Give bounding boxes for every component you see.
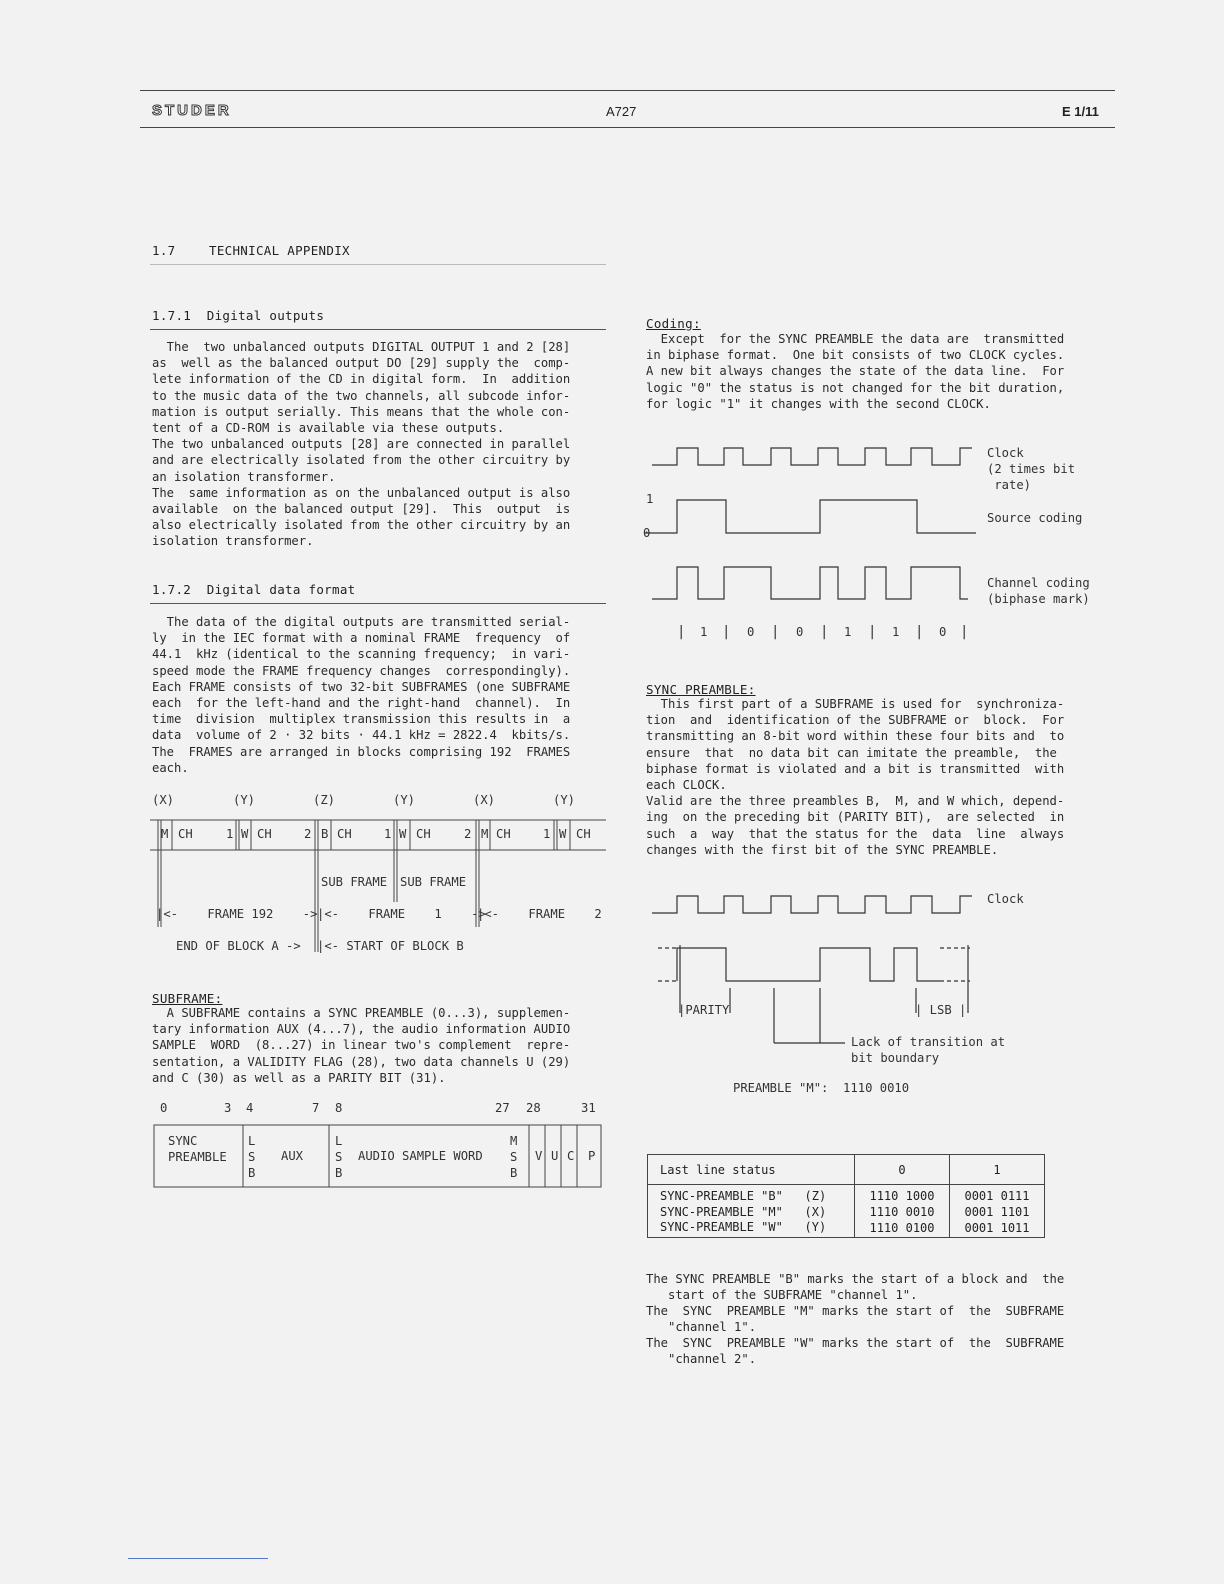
bit-number: 4	[246, 1101, 254, 1115]
bit-number: 3	[224, 1101, 232, 1115]
bit-number: 28	[526, 1101, 541, 1115]
cell-preamble: M	[161, 827, 169, 841]
page-number: E 1/11	[1062, 104, 1099, 119]
sync-preamble-text: This first part of a SUBFRAME is used for synchroniza- tion and identification of the SUBFRAME or block. For transmitting an 8-bit word within these four bits and to ensure that no data bit can imitate the preamble, the biphase format is violated and a bit is transmitted with each CLOCK. Valid are the three preambles B, M, and W which, depend- ing on the preceding bit (PARITY BIT), are selected in such a way that the status for the data line always changes with the first bit of the SYNC PREAMBLE.	[646, 697, 1065, 857]
source-coding-label: Source coding	[987, 511, 1083, 525]
frame-2-label: |<- FRAME 2	[477, 907, 602, 921]
preamble-label: (Y)	[553, 793, 576, 807]
level-0-label: 0	[643, 526, 651, 540]
parity-cell: P	[588, 1149, 596, 1163]
table-cell: 0001 1011	[950, 1220, 1045, 1238]
clock-label: Clock (2 times bit rate)	[987, 446, 1076, 492]
end-of-block-label: END OF BLOCK A ->	[176, 939, 301, 953]
footer-rule	[128, 1558, 268, 1559]
digital-outputs-text: The two unbalanced outputs DIGITAL OUTPUT 1 and 2 [28] as well as the balanced output DO [29] supply the comp- lete information of the CD in digital form. In addition to the music data of the two channels, all subcode infor- mation is output serially. This means that the whole con- tent of a CD-ROM is available via these outputs. The two unbalanced outputs [28] are connected in parallel and are electrically isolated from the other circuitry by an isolation transformer. The same information as on the unbalanced output is also available on the balanced output [29]. This output is also electrically isolated from the other circuitry by an isolation transformer.	[152, 340, 571, 549]
frame-1-label: |<- FRAME 1 ->	[317, 907, 486, 921]
bit-number: 8	[335, 1101, 343, 1115]
cell-preamble: M	[481, 827, 489, 841]
lack-of-transition-label: Lack of transition at bit boundary	[851, 1035, 1006, 1065]
note-preamble-m: The SYNC PREAMBLE "M" marks the start of the SUBFRAME "channel 1".	[646, 1304, 1065, 1335]
cell-number: 1	[543, 827, 551, 841]
header-rule-top	[140, 90, 1115, 91]
table-cell: 1110 0010	[855, 1204, 950, 1220]
header-rule-bottom	[140, 127, 1115, 128]
section-number: 1.7	[152, 243, 176, 258]
cell-preamble: W	[399, 827, 407, 841]
sub-frame-label: SUB FRAME	[321, 875, 388, 889]
table-cell: 1110 0100	[855, 1220, 950, 1238]
coding-text: Except for the SYNC PREAMBLE the data are transmitted in biphase format. One bit consists of two CLOCK cycles. A new bit always changes the state of the data line. For logic "0" the status is not changed for the bit duration, for logic "1" it changes with the second CLOCK.	[646, 332, 1065, 411]
sub-frame-label: SUB FRAME	[400, 875, 467, 889]
table-cell: SYNC-PREAMBLE "W" (Y)	[648, 1220, 855, 1238]
cell-number: 2	[464, 827, 472, 841]
cell-channel: CH	[576, 827, 591, 841]
model-number: A727	[606, 104, 637, 119]
heading-rule-171	[150, 329, 606, 330]
parity-label: |PARITY	[678, 1003, 730, 1017]
cell-channel: CH	[416, 827, 431, 841]
table-header: 1	[950, 1155, 1045, 1185]
audio-sample-word-cell: AUDIO SAMPLE WORD	[358, 1149, 483, 1163]
bit-number: 0	[160, 1101, 168, 1115]
bit-value: 0	[939, 625, 947, 639]
user-cell: U	[551, 1149, 559, 1163]
frame-192-label: |<- FRAME 192 ->	[156, 907, 318, 921]
preamble-status-table	[647, 1154, 1045, 1238]
aux-lsb-cell: L S B	[248, 1134, 256, 1180]
table-row	[648, 1220, 1045, 1238]
table-row	[648, 1204, 1045, 1220]
table-cell: 0001 0111	[950, 1188, 1045, 1204]
heading-digital-data-format: 1.7.2 Digital data format	[152, 582, 356, 597]
table-cell: SYNC-PREAMBLE "M" (X)	[648, 1204, 855, 1220]
note-preamble-b: The SYNC PREAMBLE "B" marks the start of a block and the start of the SUBFRAME "channel 1".	[646, 1272, 1065, 1303]
channel-status-cell: C	[567, 1149, 575, 1163]
preamble-m-value: PREAMBLE "M": 1110 0010	[733, 1081, 910, 1095]
cell-channel: CH	[178, 827, 193, 841]
aux-cell: AUX	[281, 1149, 304, 1163]
msb-cell: M S B	[510, 1134, 518, 1180]
bit-divider: |	[677, 624, 686, 640]
validity-cell: V	[535, 1149, 543, 1163]
digital-data-format-text: The data of the digital outputs are transmitted serial- ly in the IEC format with a nominal FRAME frequency of 44.1 kHz (identical to the scanning frequency; in vari- speed mode the FRAME frequency changes correspondingly). Each FRAME consists of two 32-bit SUBFRAMES (one SUBFRAME each for the left-hand and the right-hand channel). In time division multiplex transmission this results in a data volume of 2 · 32 bits · 44.1 kHz = 2822.4 kbits/s. The FRAMES are arranged in blocks comprising 192 FRAMES each.	[152, 615, 571, 775]
preamble-clock-label: Clock	[987, 892, 1024, 906]
table-cell: 1110 1000	[855, 1188, 950, 1204]
cell-channel: CH	[496, 827, 511, 841]
bit-divider: |	[771, 624, 780, 640]
cell-number: 2	[304, 827, 312, 841]
channel-coding-label: Channel coding (biphase mark)	[987, 576, 1090, 606]
preamble-diagram	[640, 888, 1000, 1058]
bit-number: 27	[495, 1101, 510, 1115]
heading-rule-172	[150, 603, 606, 604]
bit-divider: |	[960, 624, 969, 640]
note-preamble-w: The SYNC PREAMBLE "W" marks the start of the SUBFRAME "channel 2".	[646, 1336, 1065, 1367]
audio-lsb-cell: L S B	[335, 1134, 343, 1180]
lsb-label: | LSB |	[915, 1003, 967, 1017]
section-title: TECHNICAL APPENDIX	[209, 243, 350, 258]
subframe-text: A SUBFRAME contains a SYNC PREAMBLE (0...3), supplemen- tary information AUX (4...7), the audio information AUDIO SAMPLE WORD (8...27) in linear two's complement repre- sentation, a VALIDITY FLAG (28), two data channels U (29) and C (30) as well as a PARITY BIT (31).	[152, 1006, 571, 1085]
section-rule	[150, 264, 606, 265]
sync-preamble-cell: SYNC PREAMBLE	[168, 1134, 227, 1164]
cell-preamble: W	[559, 827, 567, 841]
preamble-label: (X)	[473, 793, 496, 807]
bit-number: 31	[581, 1101, 596, 1115]
heading-digital-outputs: 1.7.1 Digital outputs	[152, 308, 325, 323]
level-1-label: 1	[646, 492, 654, 506]
table-header: 0	[855, 1155, 950, 1185]
cell-channel: CH	[337, 827, 352, 841]
table-cell: 0001 1101	[950, 1204, 1045, 1220]
preamble-label: (X)	[152, 793, 175, 807]
coding-title: Coding:	[646, 316, 701, 331]
preamble-label: (Y)	[393, 793, 416, 807]
bit-value: 1	[844, 625, 852, 639]
bit-divider: |	[868, 624, 877, 640]
table-header: Last line status	[648, 1155, 855, 1185]
bit-value: 1	[892, 625, 900, 639]
bit-divider: |	[820, 624, 829, 640]
sync-preamble-title: SYNC PREAMBLE:	[646, 682, 756, 697]
cell-preamble: B	[321, 827, 329, 841]
cell-preamble: W	[241, 827, 249, 841]
bit-value: 0	[747, 625, 755, 639]
table-row	[648, 1188, 1045, 1204]
cell-number: 1	[226, 827, 234, 841]
subframe-title: SUBFRAME:	[152, 991, 223, 1006]
bit-value: 1	[700, 625, 708, 639]
bit-number: 7	[312, 1101, 320, 1115]
preamble-label: (Y)	[233, 793, 256, 807]
table-cell: SYNC-PREAMBLE "B" (Z)	[648, 1188, 855, 1204]
preamble-label: (Z)	[313, 793, 336, 807]
start-of-block-label: |<- START OF BLOCK B	[317, 939, 464, 953]
bit-divider: |	[722, 624, 731, 640]
studer-logo: STUDER	[152, 102, 232, 119]
bit-divider: |	[915, 624, 924, 640]
cell-number: 1	[384, 827, 392, 841]
bit-value: 0	[796, 625, 804, 639]
cell-channel: CH	[257, 827, 272, 841]
